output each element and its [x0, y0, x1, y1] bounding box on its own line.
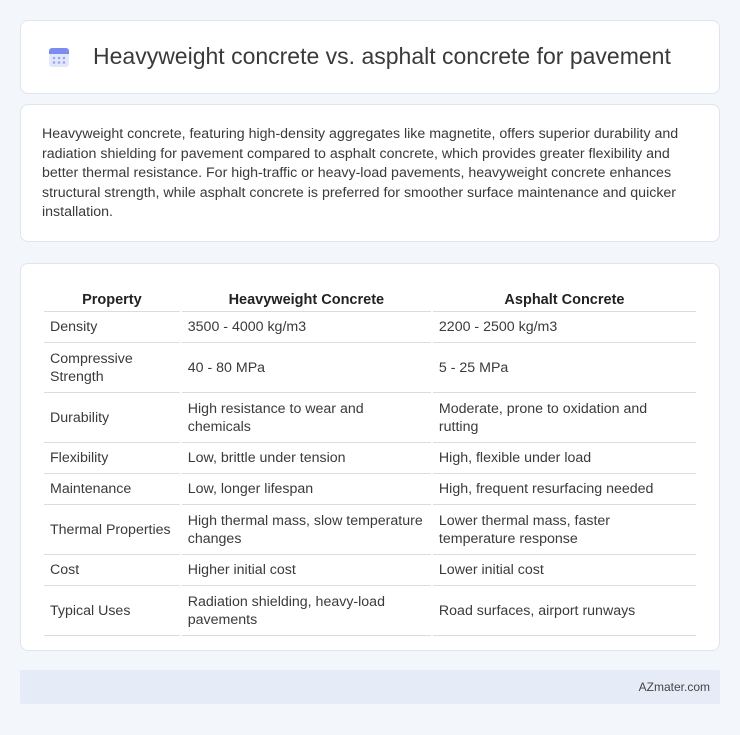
heavyweight-cell: Low, brittle under tension — [182, 443, 431, 474]
property-cell: Cost — [44, 555, 180, 586]
summary-card — [20, 104, 720, 242]
table-row — [44, 393, 696, 443]
footer-bar — [20, 670, 720, 704]
column-header-asphalt: Asphalt Concrete — [433, 285, 696, 312]
heavyweight-cell: Low, longer lifespan — [182, 474, 431, 505]
table-row — [44, 343, 696, 393]
table-row — [44, 474, 696, 505]
comparison-table — [42, 285, 698, 636]
heavyweight-cell: 40 - 80 MPa — [182, 343, 431, 393]
comparison-table-card — [20, 263, 720, 651]
calendar-icon — [47, 45, 71, 69]
column-header-heavyweight: Heavyweight Concrete — [182, 285, 431, 312]
table-row — [44, 586, 696, 636]
property-cell: Thermal Properties — [44, 505, 180, 555]
table-row — [44, 443, 696, 474]
table-row — [44, 555, 696, 586]
heavyweight-cell: High thermal mass, slow temperature changes — [182, 505, 431, 555]
title-wrap — [47, 43, 671, 70]
property-cell: Typical Uses — [44, 586, 180, 636]
asphalt-cell: Road surfaces, airport runways — [433, 586, 696, 636]
column-header-property: Property — [44, 285, 180, 312]
asphalt-cell: Lower thermal mass, faster temperature response — [433, 505, 696, 555]
property-cell: Compressive Strength — [44, 343, 180, 393]
property-cell: Maintenance — [44, 474, 180, 505]
table-header-row — [44, 285, 696, 312]
header-card — [20, 20, 720, 94]
asphalt-cell: High, frequent resurfacing needed — [433, 474, 696, 505]
heavyweight-cell: Higher initial cost — [182, 555, 431, 586]
heavyweight-cell: High resistance to wear and chemicals — [182, 393, 431, 443]
asphalt-cell: 2200 - 2500 kg/m3 — [433, 312, 696, 343]
table-row — [44, 312, 696, 343]
property-cell: Flexibility — [44, 443, 180, 474]
property-cell: Density — [44, 312, 180, 343]
table-row — [44, 505, 696, 555]
asphalt-cell: Lower initial cost — [433, 555, 696, 586]
summary-text: Heavyweight concrete, featuring high-density aggregates like magnetite, offers superior durability and radiation shielding for pavement compared to asphalt concrete, which provides greater flexibility and better thermal resistance. For high-traffic or heavy-load pavements, heavyweight concrete enhances structural strength, while asphalt concrete is preferred for smoother surface maintenance and quicker installation. — [42, 126, 679, 221]
heavyweight-cell: 3500 - 4000 kg/m3 — [182, 312, 431, 343]
asphalt-cell: High, flexible under load — [433, 443, 696, 474]
asphalt-cell: Moderate, prone to oxidation and rutting — [433, 393, 696, 443]
heavyweight-cell: Radiation shielding, heavy-load pavements — [182, 586, 431, 636]
asphalt-cell: 5 - 25 MPa — [433, 343, 696, 393]
property-cell: Durability — [44, 393, 180, 443]
footer-site-link[interactable]: AZmater.com — [638, 680, 710, 694]
page-title: Heavyweight concrete vs. asphalt concrete for pavement — [93, 43, 671, 69]
